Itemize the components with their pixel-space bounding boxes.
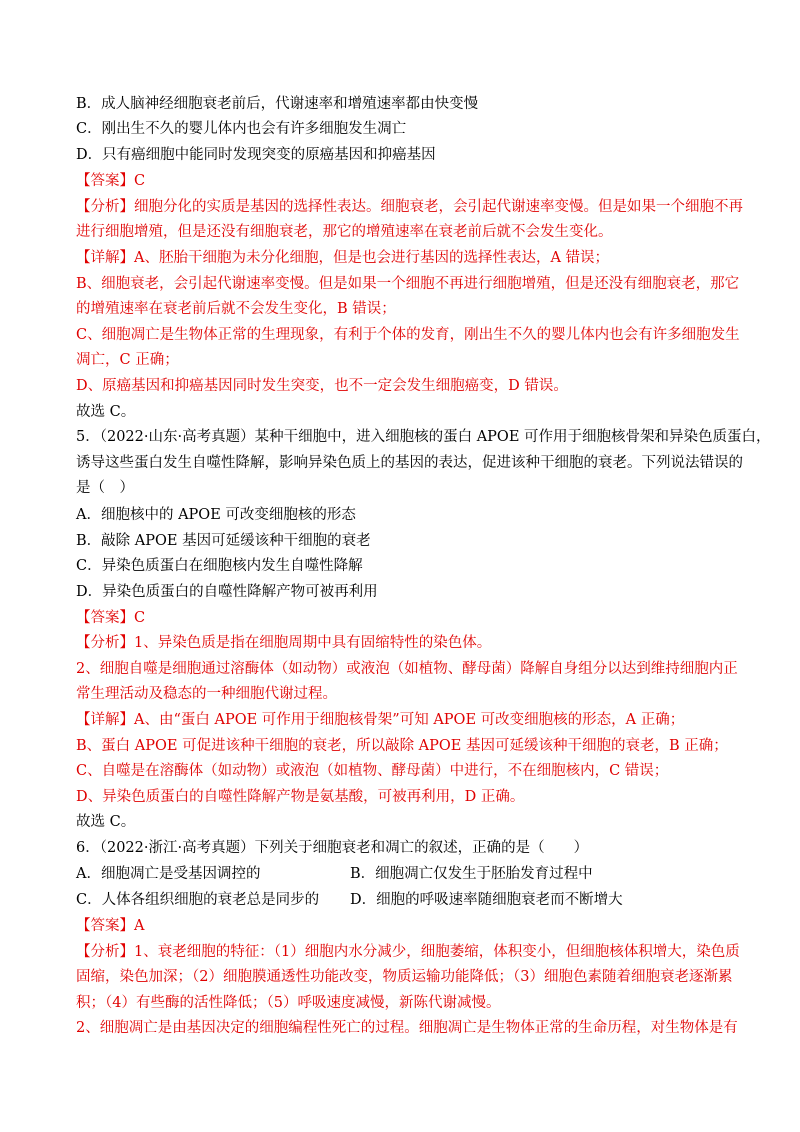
q4-detail-line: 的增殖速率在衰老前后就不会发生变化，B 错误； <box>76 301 396 317</box>
q4-option-d: D．只有癌细胞中能同时发现突变的原癌基因和抑癌基因 <box>76 147 436 163</box>
q5-analysis-line: 2、细胞自噬是细胞通过溶酶体（如动物）或液泡（如植物、酵母菌）降解自身组分以达到维持细胞内正 <box>76 661 738 677</box>
q5-stem-line: 是（ ） <box>76 480 134 496</box>
q5-detail-line: C、自噬是在溶酶体（如动物）或液泡（如植物、酵母菌）中进行，不在细胞核内，C 错误； <box>76 763 669 779</box>
q5-analysis-line: 常生理活动及稳态的一种细胞代谢过程。 <box>76 686 337 702</box>
q4-answer: 【答案】C <box>76 173 146 189</box>
q6-option-c: C．人体各组织细胞的衰老总是同步的 <box>76 892 320 908</box>
q6-analysis-line: 固缩，染色加深；（2）细胞膜通透性功能改变，物质运输功能降低；（3）细胞色素随着细胞衰老逐渐累 <box>76 969 733 985</box>
q4-analysis-line: 【分析】细胞分化的实质是基因的选择性表达。细胞衰老，会引起代谢速率变慢。但是如果一个细胞不再 <box>76 199 743 215</box>
q6-analysis-line: 积；（4）有些酶的活性降低；（5）呼吸速度减慢，新陈代谢减慢。 <box>76 995 501 1011</box>
q6-option-b: B．细胞凋亡仅发生于胚胎发育过程中 <box>350 866 593 882</box>
q6-option-a: A．细胞凋亡是受基因调控的 <box>76 866 261 882</box>
q5-option-d: D．异染色质蛋白的自噬性降解产物可被再利用 <box>76 584 378 600</box>
q5-detail-line: B、蛋白 APOE 可促进该种干细胞的衰老，所以敲除 APOE 基因可延缓该种干细胞的衰老，B 正确； <box>76 738 728 754</box>
q5-stem-line: 诱导这些蛋白发生自噬性降解，影响异染色质上的基因的表达，促进该种干细胞的衰老。下列说法错误的 <box>76 455 743 471</box>
q5-option-a: A．细胞核中的 APOE 可改变细胞核的形态 <box>76 507 356 523</box>
q6-analysis-line: 【分析】1、衰老细胞的特征：（1）细胞内水分减少，细胞萎缩，体积变小，但细胞核体积增大，染色质 <box>76 944 740 960</box>
q4-analysis-line: 进行细胞增殖，但是还没有细胞衰老，那它的增殖速率在衰老前后就不会发生变化。 <box>76 224 613 240</box>
q4-option-b: B．成人脑神经细胞衰老前后，代谢速率和增殖速率都由快变慢 <box>76 96 479 112</box>
q4-detail-line: D、原癌基因和抑癌基因同时发生突变，也不一定会发生细胞癌变，D 错误。 <box>76 378 568 394</box>
q6-analysis-line: 2、细胞凋亡是由基因决定的细胞编程性死亡的过程。细胞凋亡是生物体正常的生命历程，对生物体是有 <box>76 1020 738 1036</box>
q5-detail-line: D、异染色质蛋白的自噬性降解产物是氨基酸，可被再利用，D 正确。 <box>76 789 525 805</box>
q6-stem: 6．（2022·浙江·高考真题）下列关于细胞衰老和凋亡的叙述，正确的是（ ） <box>76 840 589 856</box>
q4-conclusion: 故选 C。 <box>76 404 136 420</box>
q4-option-c: C．刚出生不久的婴儿体内也会有许多细胞发生凋亡 <box>76 121 407 137</box>
q5-option-b: B．敲除 APOE 基因可延缓该种干细胞的衰老 <box>76 533 371 549</box>
q4-detail-line: 凋亡，C 正确； <box>76 352 179 368</box>
q5-stem-line: 5．（2022·山东·高考真题）某种干细胞中，进入细胞核的蛋白 APOE 可作用于细胞核骨架和异染色质蛋白， <box>76 429 771 445</box>
q5-detail-line: 【详解】A、由“蛋白 APOE 可作用于细胞核骨架”可知 APOE 可改变细胞核的形态，A 正确； <box>76 712 685 728</box>
q4-detail-line: 【详解】A、胚胎干细胞为未分化细胞，但是也会进行基因的选择性表达，A 错误； <box>76 250 610 266</box>
q5-analysis-line: 【分析】1、异染色质是指在细胞周期中具有固缩特性的染色体。 <box>76 635 492 651</box>
q6-option-d: D．细胞的呼吸速率随细胞衰老而不断增大 <box>350 892 623 908</box>
q5-conclusion: 故选 C。 <box>76 814 136 830</box>
q6-answer: 【答案】A <box>76 918 145 934</box>
q5-option-c: C．异染色质蛋白在细胞核内发生自噬性降解 <box>76 558 363 574</box>
q5-answer: 【答案】C <box>76 610 146 626</box>
q4-detail-line: C、细胞凋亡是生物体正常的生理现象，有利于个体的发育，刚出生不久的婴儿体内也会有许多细胞发生 <box>76 327 740 343</box>
q4-detail-line: B、细胞衰老，会引起代谢速率变慢。但是如果一个细胞不再进行细胞增殖，但是还没有细胞衰老，那它 <box>76 276 740 292</box>
